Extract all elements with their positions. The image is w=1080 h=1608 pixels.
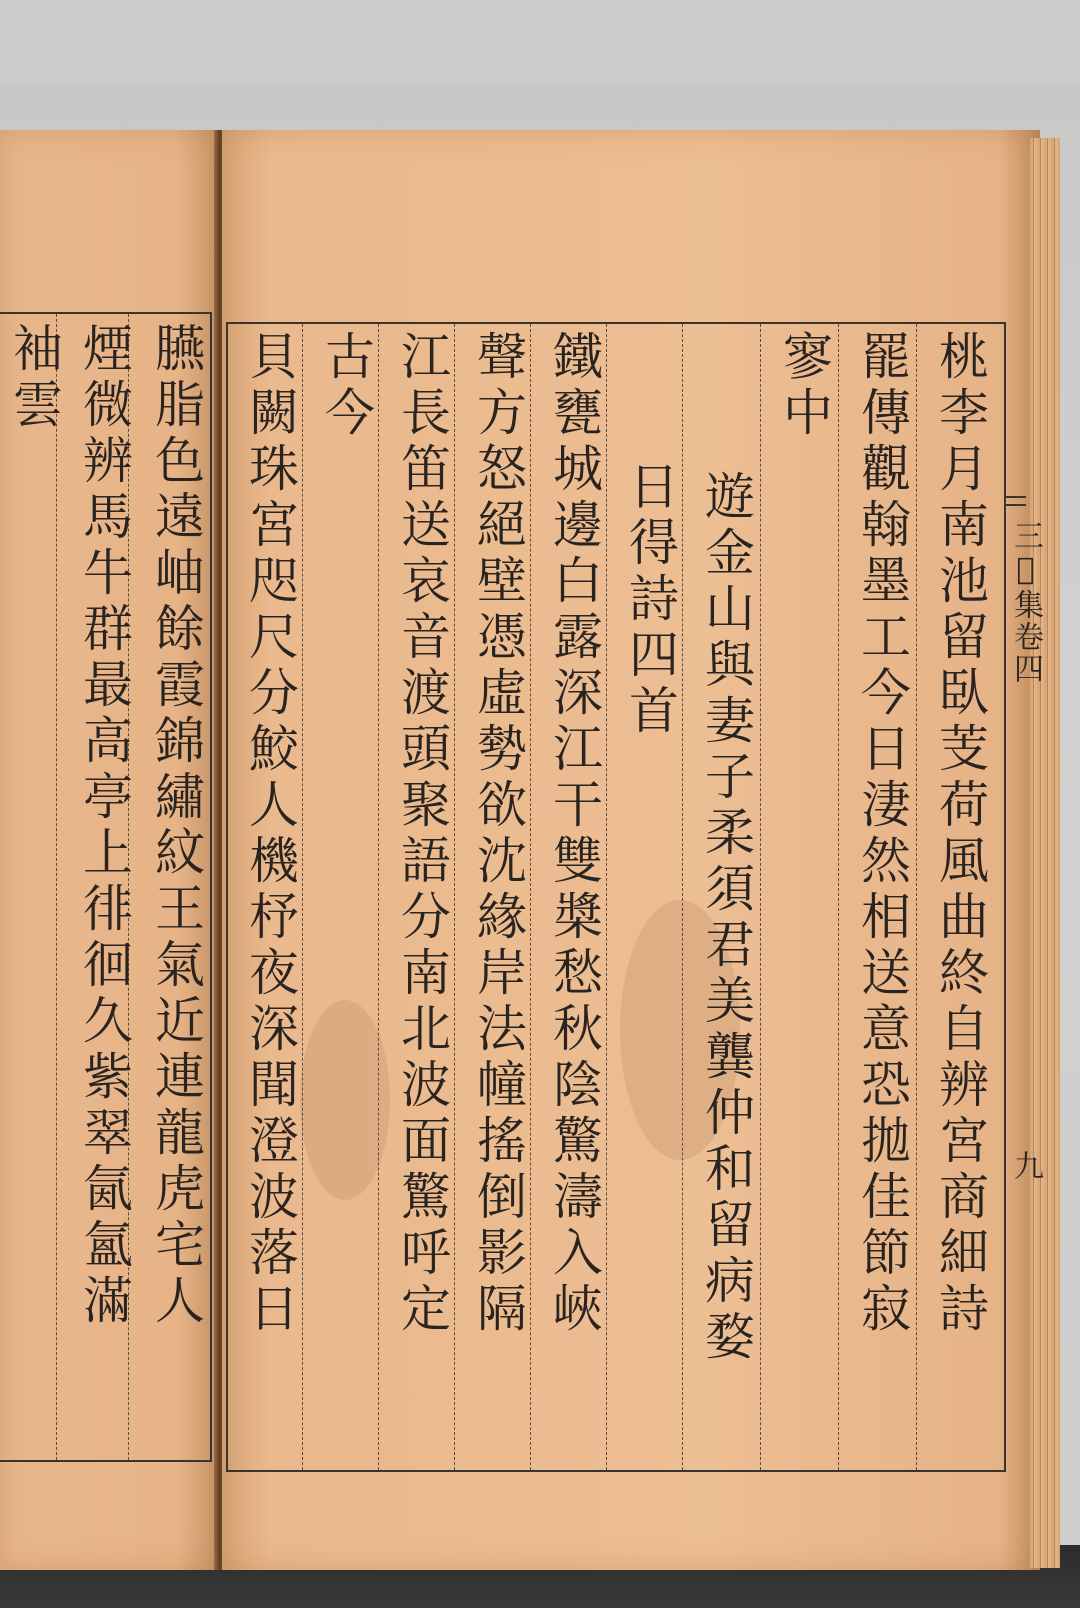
right-column-2: 罷傳觀翰墨工今日淒然相送意恐拋佳節寂 xyxy=(853,330,911,1338)
column-rule xyxy=(56,314,57,1460)
page-edges xyxy=(1030,138,1060,1568)
right-column-10: 貝闕珠宮咫尺分鮫人機杼夜深聞澄波落日 xyxy=(241,330,299,1338)
center-margin-strip xyxy=(1004,322,1027,1472)
folio-number: 九 xyxy=(1008,1150,1043,1180)
column-rule xyxy=(838,324,839,1470)
right-column-6: 鐵甕城邊白露深江干雙槳愁秋陰驚濤入峽 xyxy=(545,330,603,1338)
right-column-7: 聲方怒絕壁憑虛勢欲沈緣岸法幢搖倒影隔 xyxy=(469,330,527,1338)
right-column-4: 遊金山與妻子柔須君美龔仲和留病婺 xyxy=(697,470,755,1366)
margin-title: 三𡯆集卷四 xyxy=(1008,520,1043,685)
right-column-5: 日得詩四首 xyxy=(621,460,679,740)
fish-tail-mark xyxy=(1004,496,1026,506)
column-rule xyxy=(378,324,379,1470)
right-column-3: 寥中 xyxy=(775,330,833,442)
left-column-1: 臙脂色遠岫餘霞錦繡紋王氣近連龍虎宅人 xyxy=(147,322,205,1330)
left-column-3: 袖雲 xyxy=(5,322,63,434)
right-column-1: 桃李月南池留臥芰荷風曲終自辨宮商細詩 xyxy=(931,330,989,1338)
right-column-8: 江長笛送哀音渡頭聚語分南北波面驚呼定 xyxy=(393,330,451,1338)
left-column-2: 煙微辨馬牛群最高亭上徘徊久紫翠氤氳滿 xyxy=(75,322,133,1330)
right-column-9: 古今 xyxy=(317,330,375,442)
background-top xyxy=(0,0,1080,84)
